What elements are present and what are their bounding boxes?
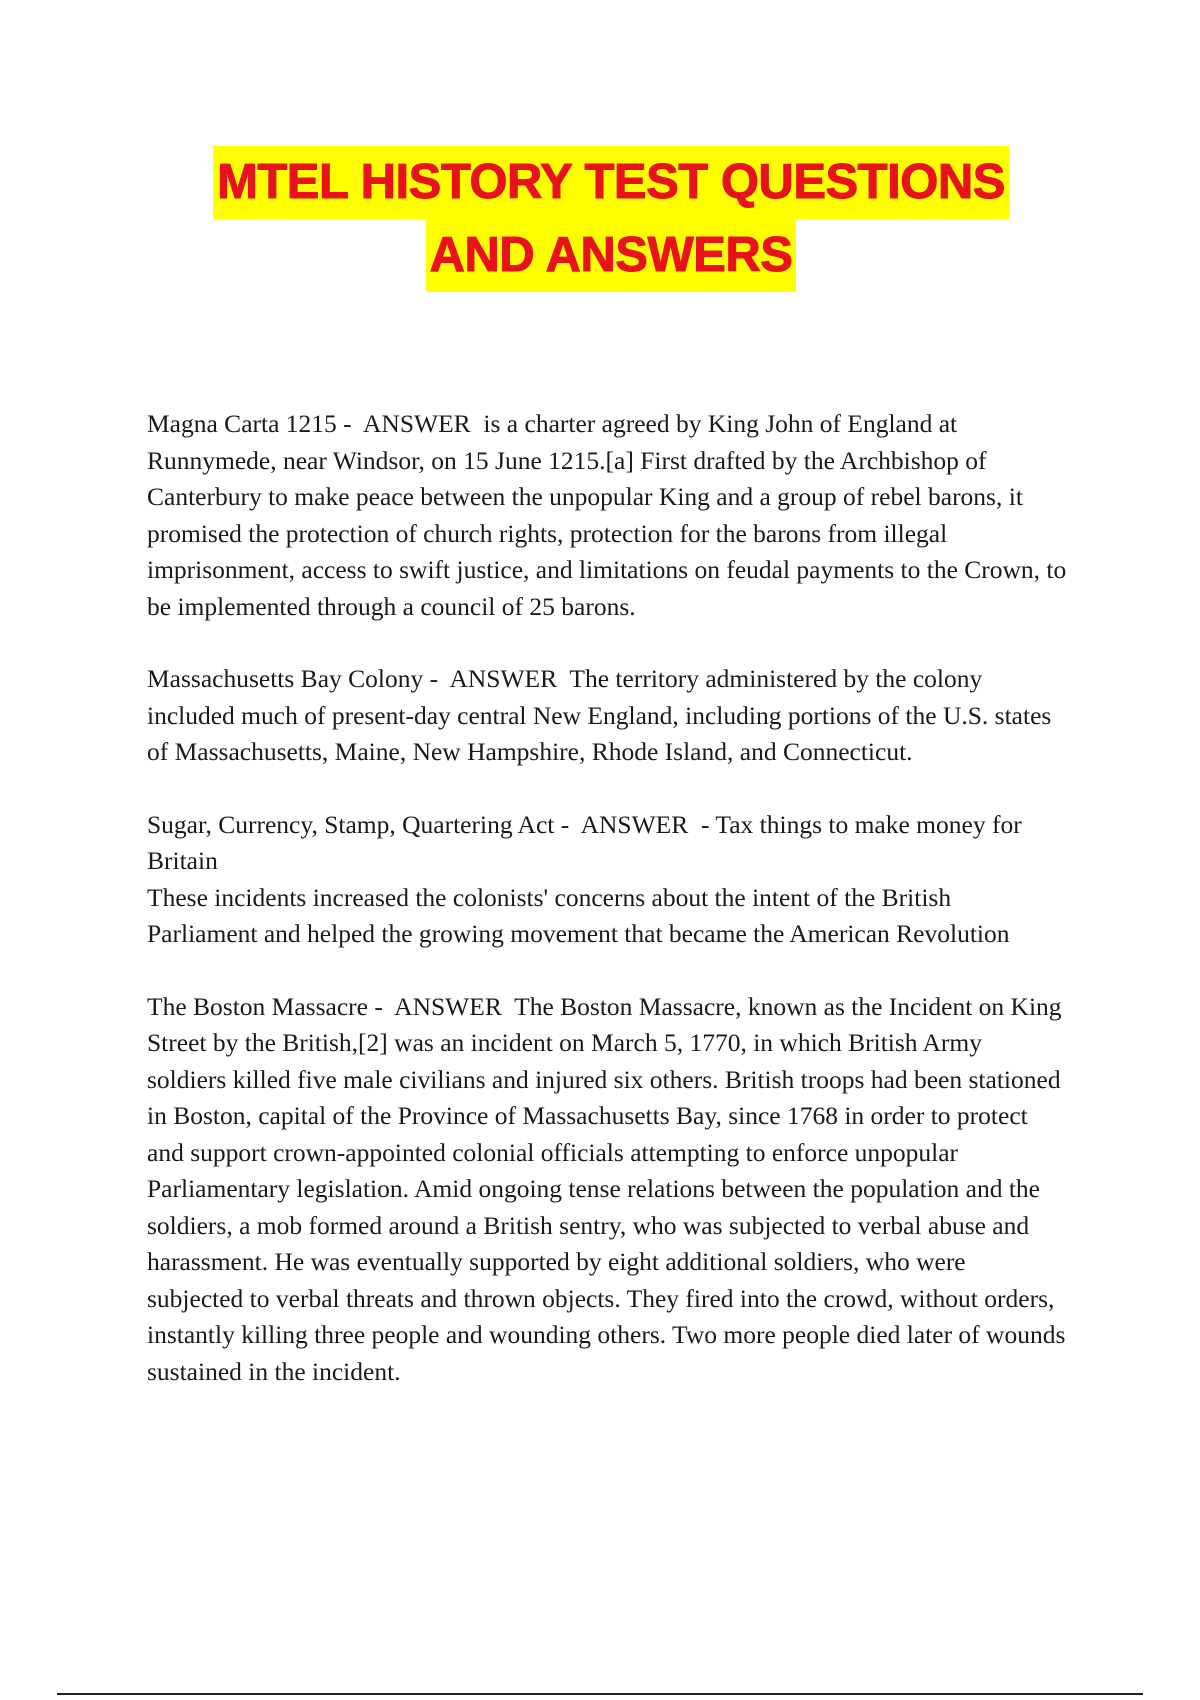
qa-paragraph <box>147 989 1072 1391</box>
separator: - <box>367 991 395 1021</box>
footer-divider <box>57 1693 1143 1695</box>
qa-list <box>147 406 1073 1426</box>
title-line-2: AND ANSWERS <box>426 219 797 292</box>
qa-paragraph-continued: These incidents increased the colonists' concerns about the intent of the British Parliament and helped the growing movement that became the American Revolution <box>147 882 1010 948</box>
separator: - <box>423 664 450 693</box>
answer-text: - Tax things to make money for Britain <box>147 809 1029 875</box>
question-term: Massachusetts Bay Colony <box>147 664 424 693</box>
title-line-1: MTEL HISTORY TEST QUESTIONS <box>213 146 1009 219</box>
qa-entry-massachusetts-bay <box>147 661 1067 771</box>
answer-marker: ANSWER <box>394 991 502 1021</box>
qa-paragraph <box>147 406 1073 625</box>
answer-marker: ANSWER <box>363 409 471 438</box>
document-title <box>0 146 1200 292</box>
answer-marker: ANSWER <box>449 664 558 693</box>
question-term: The Boston Massacre <box>147 991 368 1021</box>
qa-entry-boston-massacre <box>147 989 1072 1391</box>
qa-entry-acts <box>147 807 1067 953</box>
answer-text: The Boston Massacre, known as the Incident on King Street by the British,[2] was an incident on March 5, 1770, in which British Army soldiers killed five male civilians and injured six others. British troops had been stationed in Boston, capital of the Province of Massachusetts Bay, since 1768 in order to protect and support crown-appointed colonial officials attempting to enforce unpopular Parliamentary legislation. Amid ongoing tense relations between the population and the soldiers, a mob formed around a British sentry, who was subjected to verbal abuse and harassment. He was eventually supported by eight additional soldiers, who were subjected to verbal threats and thrown objects. They fired into the crowd, without orders, instantly killing three people and wounding others. Two more people died later of wounds sustained in the incident. <box>147 991 1072 1386</box>
qa-entry-magna-carta <box>147 406 1073 625</box>
separator: - <box>554 809 581 839</box>
question-term: Sugar, Currency, Stamp, Quartering Act <box>147 809 555 839</box>
separator: - <box>336 409 363 438</box>
answer-text: The territory administered by the colony included much of present-day central New England, including portions of the U.S. states of Massachusetts, Maine, New Hampshire, Rhode Island, and Connecticut. <box>147 664 1058 766</box>
question-term: Magna Carta 1215 <box>147 409 337 438</box>
answer-marker: ANSWER <box>580 809 689 839</box>
qa-paragraph <box>147 807 1067 880</box>
answer-text: is a charter agreed by King John of England at Runnymede, near Windsor, on 15 June 1215.[a] First drafted by the Archbishop of Canterbury to make peace between the unpopular King and a group of rebel barons, it promised the protection of church rights, protection for the barons from illegal imprisonment, access to swift justice, and limitations on feudal payments to the Crown, to be implemented through a council of 25 barons. <box>147 409 1073 621</box>
qa-paragraph <box>147 661 1067 771</box>
